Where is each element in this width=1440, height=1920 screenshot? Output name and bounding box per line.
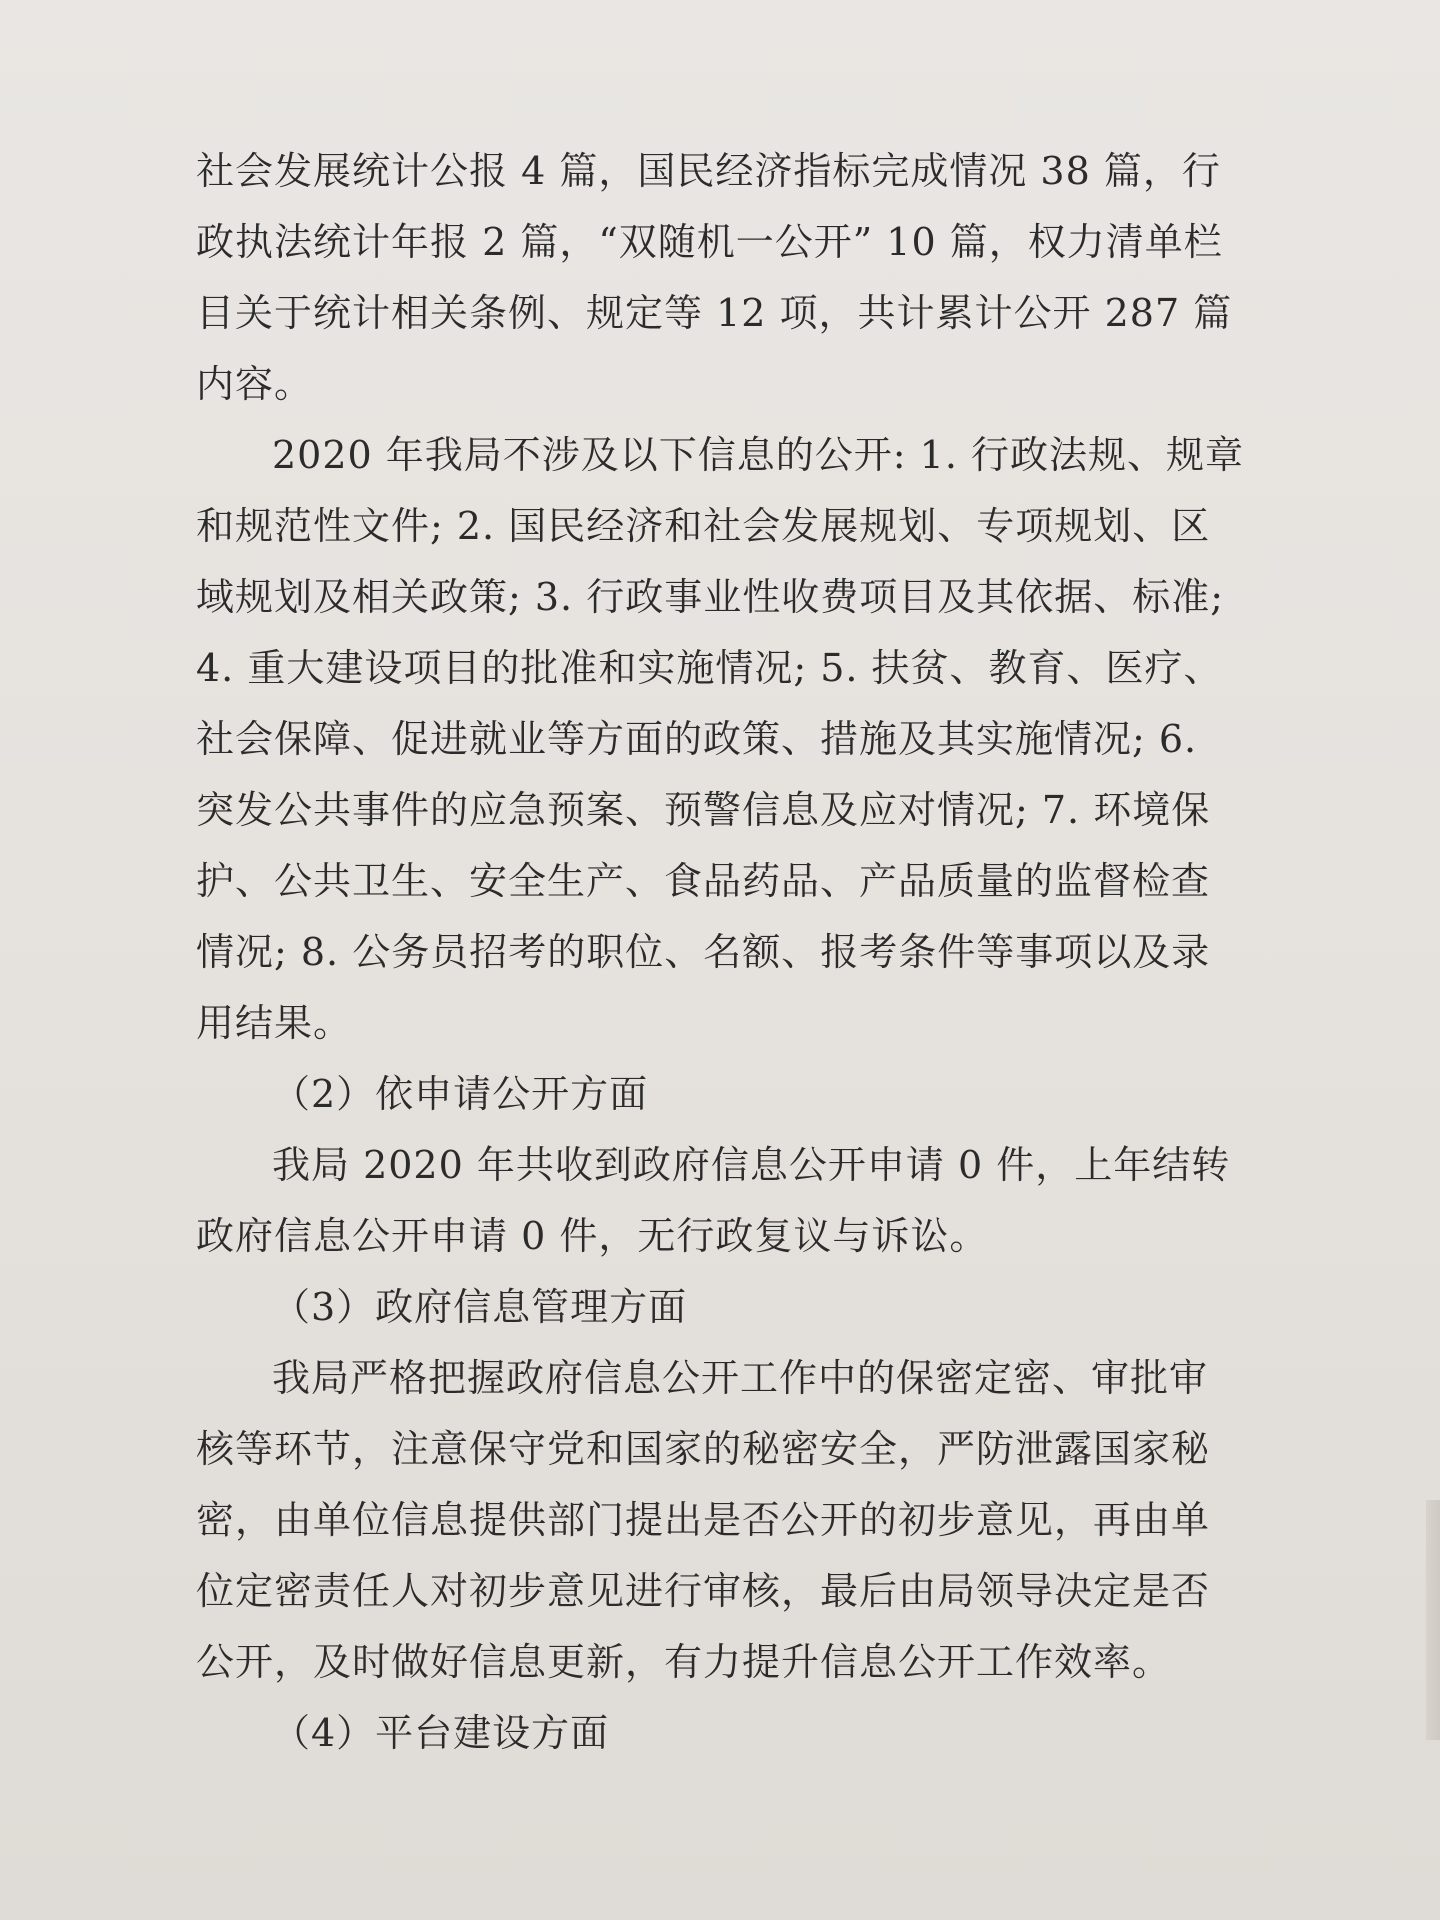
text-line: 情况; 8. 公务员招考的职位、名额、报考条件等事项以及录 <box>196 930 1211 974</box>
text-line: 政执法统计年报 2 篇，“双随机一公开” 10 篇，权力清单栏 <box>196 220 1223 264</box>
text-line: 位定密责任人对初步意见进行审核，最后由局领导决定是否 <box>196 1569 1211 1613</box>
section-heading: （4）平台建设方面 <box>272 1711 610 1755</box>
underlying-page-edge <box>1426 1500 1440 1740</box>
text-line: 4. 重大建设项目的批准和实施情况; 5. 扶贫、教育、医疗、 <box>196 646 1223 690</box>
text-line: 和规范性文件; 2. 国民经济和社会发展规划、专项规划、区 <box>196 504 1211 548</box>
text-line: 社会保障、促进就业等方面的政策、措施及其实施情况; 6. <box>196 717 1198 761</box>
text-line: 社会发展统计公报 4 篇，国民经济指标完成情况 38 篇，行 <box>196 149 1221 193</box>
text-line: 域规划及相关政策; 3. 行政事业性收费项目及其依据、标准; <box>196 575 1225 619</box>
text-line: 核等环节，注意保守党和国家的秘密安全，严防泄露国家秘 <box>196 1427 1211 1471</box>
paragraph-start: 我局 2020 年共收到政府信息公开申请 0 件，上年结转 <box>272 1143 1231 1187</box>
text-line: 目关于统计相关条例、规定等 12 项，共计累计公开 287 篇 <box>196 291 1233 335</box>
text-line: 密，由单位信息提供部门提出是否公开的初步意见，再由单 <box>196 1498 1211 1542</box>
section-heading: （2）依申请公开方面 <box>272 1072 649 1116</box>
paragraph-start: 2020 年我局不涉及以下信息的公开: 1. 行政法规、规章 <box>272 433 1245 477</box>
text-line: 内容。 <box>196 362 314 406</box>
text-line: 用结果。 <box>196 1001 353 1045</box>
paragraph-start: 我局严格把握政府信息公开工作中的保密定密、审批审 <box>272 1356 1209 1400</box>
section-heading: （3）政府信息管理方面 <box>272 1285 688 1329</box>
text-line: 公开，及时做好信息更新，有力提升信息公开工作效率。 <box>196 1640 1172 1684</box>
text-line: 政府信息公开申请 0 件，无行政复议与诉讼。 <box>196 1214 989 1258</box>
text-line: 突发公共事件的应急预案、预警信息及应对情况; 7. 环境保 <box>196 788 1211 832</box>
text-line: 护、公共卫生、安全生产、食品药品、产品质量的监督检查 <box>196 859 1211 903</box>
